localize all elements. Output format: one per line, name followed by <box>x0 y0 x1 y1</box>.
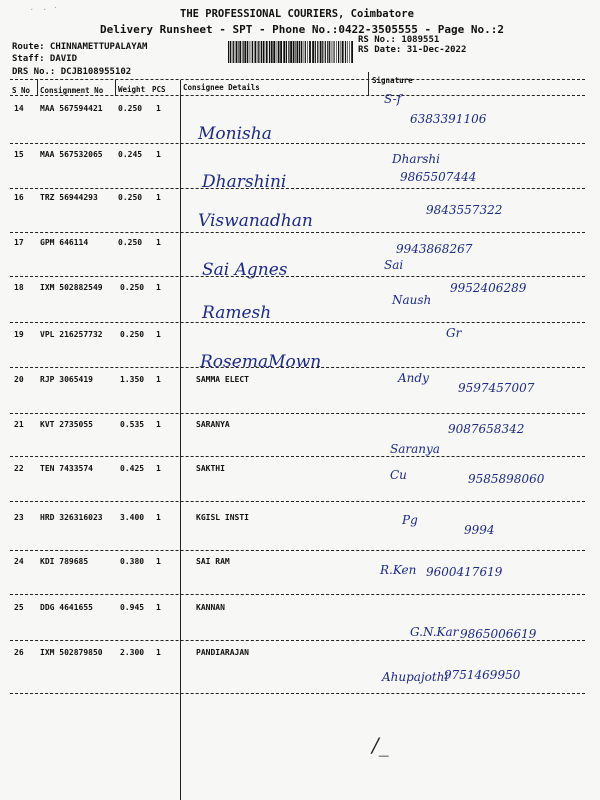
row-handwritten-phone: 9865507444 <box>400 170 477 184</box>
row-weight: 0.425 <box>120 464 145 473</box>
col-divider <box>37 80 38 96</box>
row-weight: 0.535 <box>120 420 145 429</box>
row-weight: 0.245 <box>118 150 143 159</box>
row-handwritten-name: Viswanadhan <box>198 211 313 231</box>
row-separator <box>10 640 585 641</box>
row-handwritten-name: Ramesh <box>202 303 272 323</box>
row-sno: 21 <box>14 420 24 429</box>
row-consignment-no: MAA 567532065 <box>40 150 103 159</box>
row-weight: 3.400 <box>120 513 145 522</box>
row-consignee: KANNAN <box>196 603 225 612</box>
row-handwritten-name: RosemaMown <box>200 352 322 372</box>
row-signature: R.Ken <box>380 563 417 577</box>
row-sno: 14 <box>14 104 24 113</box>
rs-date: RS Date: 31-Dec-2022 <box>358 45 467 55</box>
row-pcs: 1 <box>156 330 161 339</box>
row-weight: 1.350 <box>120 375 145 384</box>
route-label: Route: CHINNAMETTUPALAYAM <box>12 42 148 52</box>
row-separator <box>10 188 585 189</box>
row-handwritten-phone: 9087658342 <box>448 422 525 436</box>
row-weight: 0.250 <box>118 193 143 202</box>
row-sno: 16 <box>14 193 24 202</box>
col-consignee: Consignee Details <box>183 83 260 92</box>
row-sno: 23 <box>14 513 24 522</box>
header-top-rule <box>10 79 585 80</box>
header-bottom-rule <box>10 95 585 96</box>
row-consignment-no: GPM 646114 <box>40 238 89 247</box>
col-signature: Signature <box>372 76 413 85</box>
row-handwritten-name: Dharshini <box>202 172 287 192</box>
row-separator <box>10 693 585 694</box>
row-handwritten-phone: 9751469950 <box>444 668 521 682</box>
row-sno: 25 <box>14 603 24 612</box>
barcode-image <box>228 41 353 63</box>
row-consignment-no: MAA 567594421 <box>40 104 103 113</box>
row-sno: 20 <box>14 375 24 384</box>
row-sno: 15 <box>14 150 24 159</box>
row-separator <box>10 367 585 368</box>
row-consignment-no: IXM 502879850 <box>40 648 103 657</box>
row-consignee: KGISL INSTI <box>196 513 249 522</box>
row-consignee: SARANYA <box>196 420 230 429</box>
row-handwritten-phone: 9943868267 <box>396 242 473 256</box>
row-consignment-no: KDI 789685 <box>40 557 89 566</box>
row-sno: 19 <box>14 330 24 339</box>
row-weight: 0.380 <box>120 557 145 566</box>
row-handwritten-name: Monisha <box>198 124 272 144</box>
row-handwritten-phone: 9843557322 <box>426 203 503 217</box>
row-weight: 0.250 <box>120 330 145 339</box>
row-consignee: SAI RAM <box>196 557 230 566</box>
row-signature: Gr <box>446 326 462 340</box>
row-signature: G.N.Kar <box>410 625 459 639</box>
row-weight: 0.945 <box>120 603 145 612</box>
row-pcs: 1 <box>156 603 161 612</box>
row-signature: Dharshi <box>392 152 440 166</box>
row-handwritten-phone: 9994 <box>464 523 495 537</box>
row-signature: Saranya <box>390 442 440 456</box>
row-consignee: SAKTHI <box>196 464 225 473</box>
row-consignment-no: DDG 4641655 <box>40 603 93 612</box>
row-sno: 18 <box>14 283 24 292</box>
row-handwritten-phone: 9865006619 <box>460 627 537 641</box>
row-separator <box>10 143 585 144</box>
row-separator <box>10 276 585 277</box>
row-separator <box>10 594 585 595</box>
company-title: THE PROFESSIONAL COURIERS, Coimbatore <box>180 8 414 20</box>
row-separator <box>10 322 585 323</box>
row-sno: 17 <box>14 238 24 247</box>
rs-number: RS No.: 1089551 <box>358 35 440 45</box>
footer-pen-mark: /_ <box>372 733 389 757</box>
row-pcs: 1 <box>156 150 161 159</box>
row-pcs: 1 <box>156 557 161 566</box>
row-sno: 22 <box>14 464 24 473</box>
row-separator <box>10 501 585 502</box>
row-signature: S-f <box>384 92 402 106</box>
row-consignment-no: HRD 326316023 <box>40 513 103 522</box>
row-sno: 26 <box>14 648 24 657</box>
row-handwritten-phone: 9597457007 <box>458 381 535 395</box>
row-signature: Andy <box>398 371 429 385</box>
row-signature: Sai <box>384 258 404 272</box>
row-consignment-no: RJP 3065419 <box>40 375 93 384</box>
row-handwritten-phone: 6383391106 <box>410 112 487 126</box>
row-sno: 24 <box>14 557 24 566</box>
row-pcs: 1 <box>156 375 161 384</box>
col-pcs: PCS <box>152 85 166 94</box>
row-pcs: 1 <box>156 104 161 113</box>
row-consignee: SAMMA ELECT <box>196 375 249 384</box>
row-separator <box>10 413 585 414</box>
row-handwritten-name: Sai Agnes <box>202 260 288 280</box>
runsheet-title: Delivery Runsheet - SPT - Phone No.:0422-3505555 - Page No.:2 <box>100 23 504 36</box>
row-consignment-no: IXM 502882549 <box>40 283 103 292</box>
row-separator <box>10 456 585 457</box>
row-pcs: 1 <box>156 238 161 247</box>
col-weight: Weight <box>118 85 146 94</box>
drs-label: DRS No.: DCJB108955102 <box>12 67 132 77</box>
row-separator <box>10 232 585 233</box>
row-weight: 0.250 <box>118 238 143 247</box>
corner-marks: ⠂ ⠐ ⠈ <box>30 6 58 15</box>
row-separator <box>10 550 585 551</box>
staff-label: Staff: DAVID <box>12 54 78 64</box>
row-consignment-no: TRZ 56944293 <box>40 193 98 202</box>
row-pcs: 1 <box>156 193 161 202</box>
col-divider <box>368 72 369 96</box>
row-signature: Naush <box>392 293 432 307</box>
row-signature: Ahupajothi <box>382 670 449 684</box>
row-pcs: 1 <box>156 464 161 473</box>
row-handwritten-phone: 9600417619 <box>426 565 503 579</box>
col-consignment: Consignment No <box>40 86 104 95</box>
row-pcs: 1 <box>156 283 161 292</box>
row-consignment-no: KVT 2735055 <box>40 420 93 429</box>
row-signature: Pg <box>402 513 418 527</box>
row-weight: 0.250 <box>120 283 145 292</box>
row-handwritten-phone: 9585898060 <box>468 472 545 486</box>
col-sno: S No <box>12 86 31 95</box>
col-divider <box>115 80 116 96</box>
row-pcs: 1 <box>156 513 161 522</box>
row-weight: 0.250 <box>118 104 143 113</box>
row-consignment-no: VPL 216257732 <box>40 330 103 339</box>
row-pcs: 1 <box>156 648 161 657</box>
row-consignment-no: TEN 7433574 <box>40 464 93 473</box>
row-signature: Cu <box>390 468 407 482</box>
row-handwritten-phone: 9952406289 <box>450 281 527 295</box>
row-consignee: PANDIARAJAN <box>196 648 249 657</box>
row-pcs: 1 <box>156 420 161 429</box>
row-weight: 2.300 <box>120 648 145 657</box>
